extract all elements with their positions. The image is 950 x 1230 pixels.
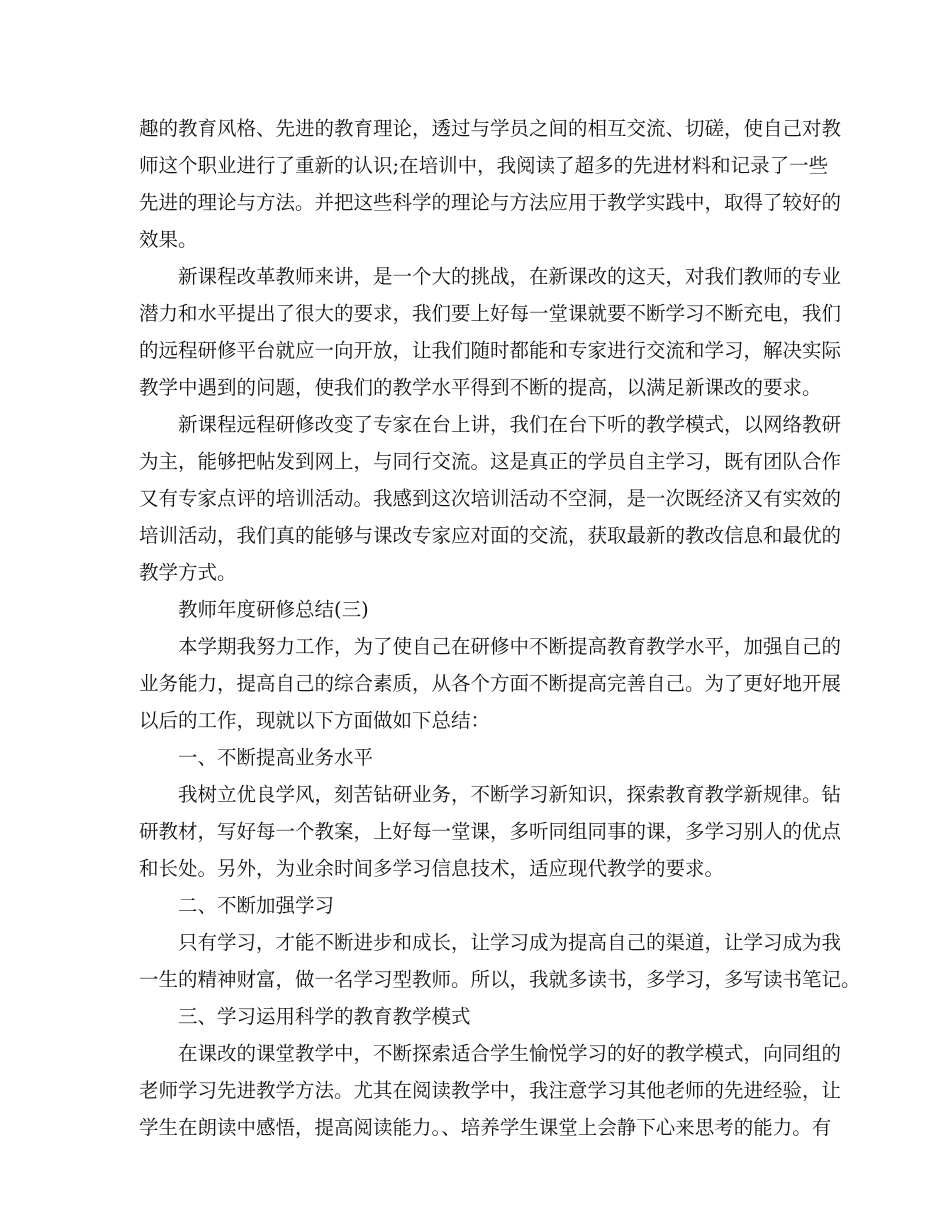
text-line: 学生在朗读中感悟，提高阅读能力。、培养学生课堂上会静下心来思考的能力。有 [139,1116,832,1139]
text-line: 和长处。另外，为业余时间多学习信息技术，适应现代教学的要求。 [139,857,725,880]
text-line: 为主，能够把帖发到网上，与同行交流。这是真正的学员自主学习，既有团队合作 [139,450,842,473]
text-line: 培训活动，我们真的能够与课改专家应对面的交流，获取最新的教改信息和最优的 [139,524,842,547]
text-line: 老师学习先进教学方法。尤其在阅读教学中，我注意学习其他老师的先进经验，让 [139,1079,842,1102]
text-line: 新课程改革教师来讲，是一个大的挑战，在新课改的这天，对我们教师的专业 [178,265,842,288]
text-line: 潜力和水平提出了很大的要求，我们要上好每一堂课就要不断学习不断充电，我们 [139,302,842,325]
text-line: 教学方式。 [139,561,237,584]
section-heading: 三、学习运用科学的教育教学模式 [178,1005,471,1028]
text-line: 在课改的课堂教学中，不断探索适合学生愉悦学习的好的教学模式，向同组的 [178,1042,842,1065]
text-line: 的远程研修平台就应一向开放，让我们随时都能和专家进行交流和学习，解决实际 [139,339,842,362]
text-line: 趣的教育风格、先进的教育理论，透过与学员之间的相互交流、切磋，使自己对教 [139,117,842,140]
text-line: 一生的精神财富，做一名学习型教师。所以，我就多读书，多学习，多写读书笔记。 [139,968,861,991]
text-line: 只有学习，才能不断进步和成长，让学习成为提高自己的渠道，让学习成为我 [178,931,842,954]
text-line: 先进的理论与方法。并把这些科学的理论与方法应用于教学实践中，取得了较好的 [139,191,842,214]
text-line: 效果。 [139,228,198,251]
text-line: 业务能力，提高自己的综合素质，从各个方面不断提高完善自己。为了更好地开展 [139,672,842,695]
text-line: 新课程远程研修改变了专家在台上讲，我们在台下听的教学模式，以网络教研 [178,413,842,436]
document-body [139,110,861,1146]
text-line: 研教材，写好每一个教案，上好每一堂课，多听同组同事的课，多学习别人的优点 [139,820,842,843]
text-line: 以后的工作，现就以下方面做如下总结： [139,709,491,732]
section-heading: 二、不断加强学习 [178,894,335,917]
text-line: 又有专家点评的培训活动。我感到这次培训活动不空洞，是一次既经济又有实效的 [139,487,842,510]
text-line: 我树立优良学风，刻苦钻研业务，不断学习新知识，探索教育教学新规律。钻 [178,783,842,806]
section-heading: 一、不断提高业务水平 [178,746,374,769]
text-line: 本学期我努力工作，为了使自己在研修中不断提高教育教学水平，加强自己的 [178,635,842,658]
section-heading: 教师年度研修总结(三) [178,598,369,621]
text-line: 师这个职业进行了重新的认识;在培训中，我阅读了超多的先进材料和记录了一些 [139,154,829,177]
text-line: 教学中遇到的问题，使我们的教学水平得到不断的提高，以满足新课改的要求。 [139,376,822,399]
